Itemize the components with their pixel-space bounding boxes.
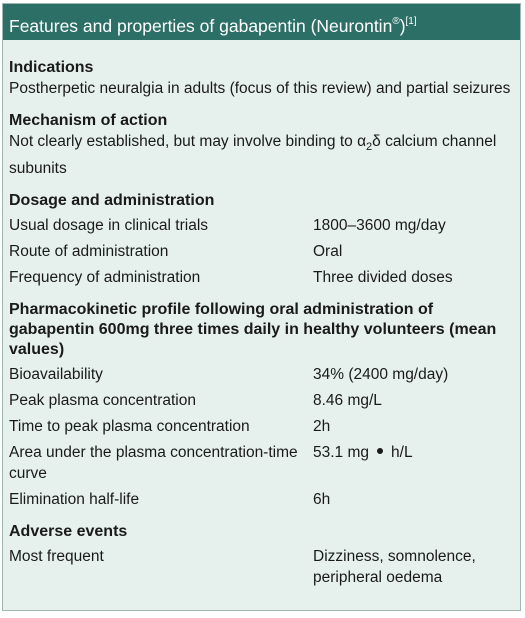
reference-marker: [1] bbox=[405, 16, 417, 27]
gabapentin-features-table bbox=[2, 3, 521, 611]
row-label: Route of administration bbox=[9, 243, 169, 261]
mechanism-section bbox=[9, 111, 512, 179]
indications-text: Postherpetic neuralgia in adults (focus of this review) and partial seizures bbox=[9, 80, 511, 97]
row-value: 6h bbox=[313, 491, 331, 509]
alpha-symbol: α bbox=[357, 133, 367, 150]
indications-section bbox=[9, 58, 512, 99]
row-value: 34% (2400 mg/day) bbox=[313, 366, 449, 384]
registered-mark: ® bbox=[392, 16, 400, 27]
alpha-subscript: 2 bbox=[366, 141, 373, 154]
auc-unit: h/L bbox=[391, 444, 413, 462]
row-value bbox=[313, 442, 512, 484]
adverse-events-heading: Adverse events bbox=[9, 523, 128, 541]
mechanism-heading: Mechanism of action bbox=[9, 112, 168, 129]
table-header bbox=[3, 4, 520, 40]
adverse-events-section bbox=[9, 522, 512, 588]
dosage-section bbox=[9, 191, 512, 288]
table-row bbox=[9, 442, 512, 484]
row-label: Peak plasma concentration bbox=[9, 392, 196, 410]
header-title: Features and properties of gabapentin (Neurontin bbox=[9, 16, 393, 36]
indications-heading: Indications bbox=[9, 59, 94, 76]
row-label: Time to peak plasma concentration bbox=[9, 418, 250, 436]
mechanism-text bbox=[9, 131, 512, 179]
row-label: Bioavailability bbox=[9, 366, 103, 384]
row-label: Most frequent bbox=[9, 548, 104, 566]
row-label: Usual dosage in clinical trials bbox=[9, 217, 209, 235]
table-row bbox=[9, 241, 512, 262]
table-body bbox=[3, 40, 520, 588]
pharmacokinetic-section bbox=[9, 300, 512, 510]
header-title-close: ) bbox=[399, 16, 406, 36]
row-label: Elimination half-life bbox=[9, 491, 140, 509]
table-row bbox=[9, 489, 512, 510]
table-row bbox=[9, 215, 512, 236]
auc-value: 53.1 mg bbox=[313, 444, 370, 462]
pharmacokinetic-heading: Pharmacokinetic profile following oral administration of gabapentin 600mg three times daily in healthy volunteers (mean values) bbox=[9, 301, 497, 359]
table-row bbox=[9, 390, 512, 411]
row-value: Oral bbox=[313, 243, 343, 261]
row-value: 8.46 mg/L bbox=[313, 392, 382, 410]
mechanism-text-before: Not clearly established, but may involve binding to bbox=[9, 133, 358, 150]
row-label: Frequency of administration bbox=[9, 269, 201, 287]
mechanism-text-after: calcium channel subunits bbox=[9, 133, 497, 178]
delta-symbol: δ bbox=[372, 133, 381, 150]
table-row bbox=[9, 546, 512, 588]
row-label: Area under the plasma concentration-time curve bbox=[9, 444, 298, 483]
row-value: Dizziness, somnolence, peripheral oedema bbox=[313, 548, 476, 587]
row-value: 1800–3600 mg/day bbox=[313, 217, 446, 235]
row-value: 2h bbox=[313, 418, 331, 436]
table-row bbox=[9, 267, 512, 288]
table-row bbox=[9, 364, 512, 385]
bullet-dot-icon bbox=[377, 448, 383, 454]
dosage-heading: Dosage and administration bbox=[9, 192, 215, 210]
table-row bbox=[9, 416, 512, 437]
row-value: Three divided doses bbox=[313, 269, 453, 287]
